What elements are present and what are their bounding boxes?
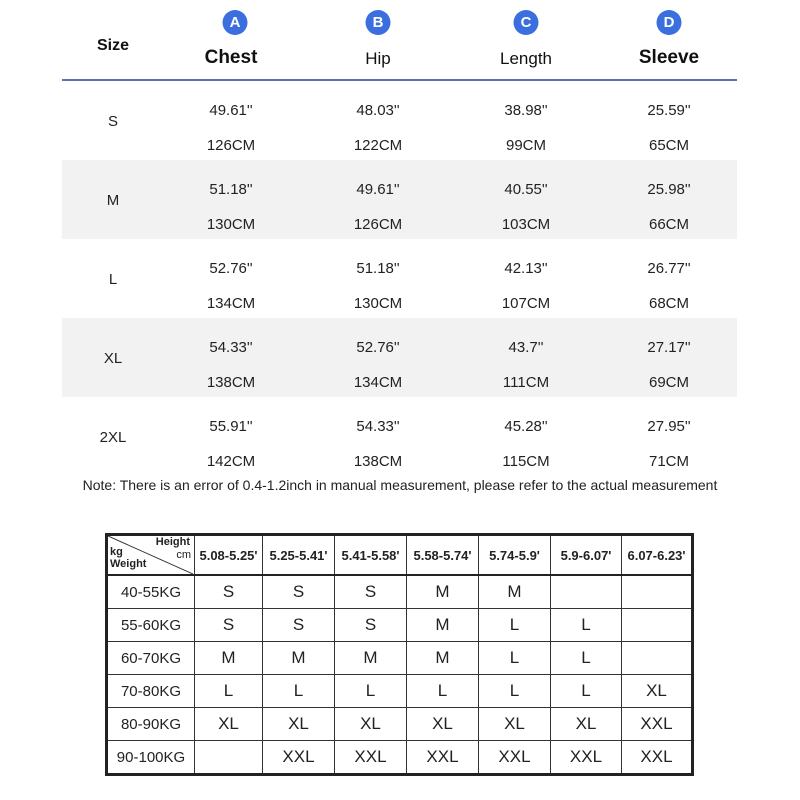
size-cell: M [195,642,263,675]
height-header: 5.9-6.07' [551,535,622,576]
cm-value: 65CM [648,137,690,154]
size-cell: L [551,609,622,642]
inch-value: 27.95'' [647,418,691,435]
size-cell: XL [622,675,693,708]
size-cell: L [551,642,622,675]
cm-value: 130CM [206,216,256,233]
size-cell: M [407,575,479,609]
height-header: 5.08-5.25' [195,535,263,576]
inch-value: 42.13'' [504,260,548,277]
size-cell: M [407,642,479,675]
size-cell [622,609,693,642]
cm-value: 68CM [648,295,690,312]
cm-value: 122CM [353,137,403,154]
size-cell: S [335,575,407,609]
weight-label: 55-60KG [107,609,195,642]
size-cell: L [551,675,622,708]
cm-value: 107CM [501,295,551,312]
column-header: Hip [365,49,391,68]
height-header: 5.74-5.9' [479,535,551,576]
size-cell: XL [551,708,622,741]
header-divider [62,79,737,81]
size-cell: L [479,642,551,675]
size-cell: M [407,609,479,642]
size-cell: XXL [407,741,479,775]
size-label: L [108,271,118,288]
size-label: XL [103,350,123,367]
inch-value: 45.28'' [504,418,548,435]
size-cell: S [195,609,263,642]
weight-row [107,609,693,642]
cm-value: 71CM [648,453,690,470]
cm-value: 99CM [505,137,547,154]
size-header: Size [96,37,130,54]
cm-value: 134CM [353,374,403,391]
inch-value: 25.98'' [647,181,691,198]
size-cell: M [263,642,335,675]
size-cell: S [263,609,335,642]
inch-value: 49.61'' [209,102,253,119]
column-badge-icon: D [657,10,682,35]
size-cell [622,575,693,609]
size-cell: M [335,642,407,675]
size-cell: XXL [263,741,335,775]
height-header: 5.41-5.58' [335,535,407,576]
weight-height-chart [105,533,694,776]
inch-value: 51.18'' [209,181,253,198]
size-cell: L [263,675,335,708]
size-cell: XXL [622,741,693,775]
size-cell [622,642,693,675]
header-row [107,535,693,576]
column-header: Sleeve [638,47,700,68]
size-cell [551,575,622,609]
height-header: 5.25-5.41' [263,535,335,576]
size-cell: L [479,675,551,708]
size-cell: XL [263,708,335,741]
measurement-note: Note: There is an error of 0.4-1.2inch in manual measurement, please refer to the actual measurement [82,477,718,493]
cm-value: 142CM [206,453,256,470]
corner-cell [107,535,195,576]
inch-value: 54.33'' [356,418,400,435]
weight-row [107,575,693,609]
column-header: Length [500,49,552,68]
size-cell: L [195,675,263,708]
weight-row [107,708,693,741]
inch-value: 48.03'' [356,102,400,119]
corner-kg-label: kg [110,546,123,558]
weight-row [107,741,693,775]
column-header: Chest [204,47,258,68]
cm-value: 138CM [353,453,403,470]
column-badge-icon: A [223,10,248,35]
corner-height-label: Height [155,536,190,548]
cm-value: 126CM [206,137,256,154]
size-cell: S [263,575,335,609]
inch-value: 26.77'' [647,260,691,277]
size-cell: XL [335,708,407,741]
cm-value: 138CM [206,374,256,391]
weight-label: 40-55KG [107,575,195,609]
inch-value: 52.76'' [356,339,400,356]
column-badge-icon: C [514,10,539,35]
inch-value: 51.18'' [356,260,400,277]
inch-value: 43.7'' [508,339,544,356]
weight-label: 80-90KG [107,708,195,741]
cm-value: 66CM [648,216,690,233]
inch-value: 52.76'' [209,260,253,277]
inch-value: 54.33'' [209,339,253,356]
cm-value: 130CM [353,295,403,312]
size-cell: XXL [479,741,551,775]
weight-label: 60-70KG [107,642,195,675]
inch-value: 38.98'' [504,102,548,119]
weight-row [107,642,693,675]
inch-value: 40.55'' [504,181,548,198]
cm-value: 126CM [353,216,403,233]
weight-row [107,675,693,708]
size-label: 2XL [99,429,127,446]
height-header: 5.58-5.74' [407,535,479,576]
cm-value: 69CM [648,374,690,391]
size-cell: XL [195,708,263,741]
corner-cm-label: cm [176,549,191,561]
cm-value: 134CM [206,295,256,312]
size-cell: L [407,675,479,708]
size-cell: S [335,609,407,642]
corner-weight-label: Weight [110,558,147,570]
size-cell: XL [407,708,479,741]
size-cell [195,741,263,775]
size-cell: L [479,609,551,642]
inch-value: 49.61'' [356,181,400,198]
size-cell: XXL [335,741,407,775]
weight-label: 70-80KG [107,675,195,708]
size-cell: L [335,675,407,708]
size-cell: M [479,575,551,609]
size-cell: S [195,575,263,609]
inch-value: 25.59'' [647,102,691,119]
column-badge-icon: B [366,10,391,35]
size-cell: XL [479,708,551,741]
cm-value: 103CM [501,216,551,233]
size-label: M [106,192,120,209]
size-cell: XXL [622,708,693,741]
cm-value: 111CM [502,374,550,391]
height-header: 6.07-6.23' [622,535,693,576]
inch-value: 55.91'' [209,418,253,435]
size-label: S [107,113,119,130]
size-cell: XXL [551,741,622,775]
weight-label: 90-100KG [107,741,195,775]
cm-value: 115CM [502,453,550,470]
inch-value: 27.17'' [647,339,691,356]
